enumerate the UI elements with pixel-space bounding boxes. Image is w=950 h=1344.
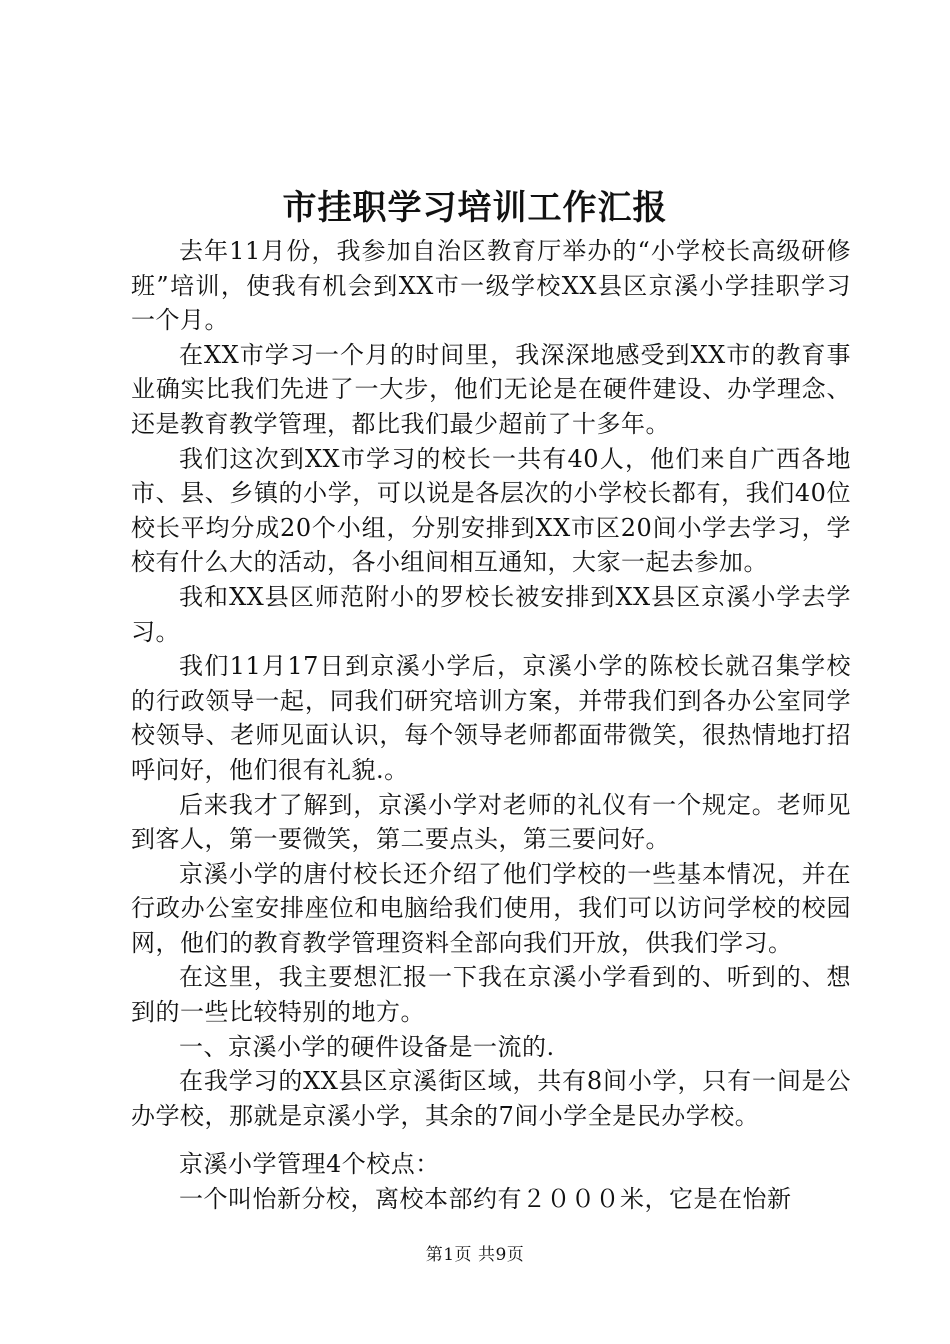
paragraph: 在这里，我主要想汇报一下我在京溪小学看到的、听到的、想到的一些比较特别的地方。 xyxy=(131,963,851,1027)
paragraph: 在我学习的XX县区京溪街区域，共有8间小学，只有一间是公办学校，那就是京溪小学，其余的7间小学全是民办学校。 xyxy=(131,1067,851,1130)
paragraph: 我们11月17日到京溪小学后，京溪小学的陈校长就召集学校的行政领导一起，同我们研究培训方案，并带我们到各办公室同学校领导、老师见面认识，每个领导老师都面带微笑，很热情地打招呼问好，他们很有礼貌.。 xyxy=(131,652,851,784)
paragraph: 去年11月份，我参加自治区教育厅举办的“小学校长高级研修班”培训，使我有机会到XX市一级学校XX县区京溪小学挂职学习一个月。 xyxy=(131,237,851,335)
document-title: 市挂职学习培训工作汇报 xyxy=(282,188,668,228)
paragraph: 一个叫怡新分校，离校本部约有２０００米，它是在怡新 xyxy=(179,1185,792,1214)
paragraph: 在XX市学习一个月的时间里，我深深地感受到XX市的教育事业确实比我们先进了一大步，他们无论是在硬件建设、办学理念、还是教育教学管理，都比我们最少超前了十多年。 xyxy=(131,340,851,438)
paragraph: 我和XX县区师范附小的罗校长被安排到XX县区京溪小学去学习。 xyxy=(131,582,851,646)
document-body xyxy=(131,234,851,1217)
section-heading: 一、京溪小学的硬件设备是一流的. xyxy=(179,1032,555,1061)
paragraph: 京溪小学管理4个校点： xyxy=(179,1150,440,1179)
page-footer: 第1页 共9页 xyxy=(425,1245,525,1265)
paragraph: 后来我才了解到，京溪小学对老师的礼仪有一个规定。老师见到客人，第一要微笑，第二要点头，第三要问好。 xyxy=(131,790,851,854)
paragraph: 京溪小学的唐付校长还介绍了他们学校的一些基本情况，并在行政办公室安排座位和电脑给我们使用，我们可以访问学校的校园网，他们的教育教学管理资料全部向我们开放，供我们学习。 xyxy=(131,859,851,957)
paragraph: 我们这次到XX市学习的校长一共有40人，他们来自广西各地市、县、乡镇的小学，可以说是各层次的小学校长都有，我们40位校长平均分成20个小组，分别安排到XX市区20间小学去学习，学校有什么大的活动，各小组间相互通知，大家一起去参加。 xyxy=(131,444,851,577)
